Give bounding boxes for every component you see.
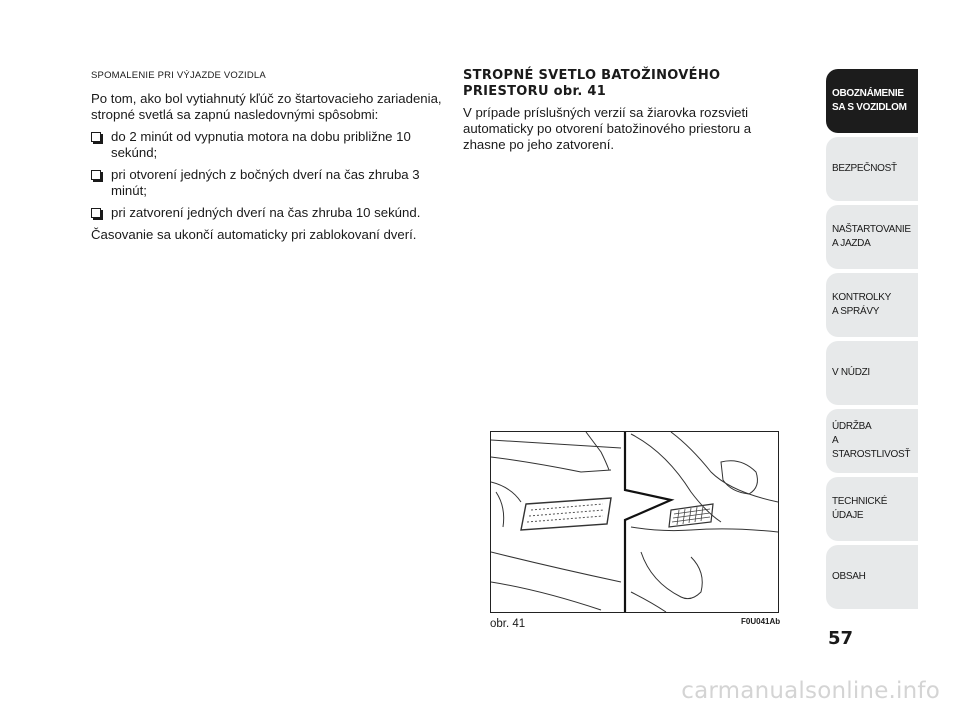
checkbox-bullet-icon (91, 208, 101, 218)
tab-obsah[interactable]: OBSAH (826, 545, 918, 609)
tab-technicke-udaje[interactable]: TECHNICKÉ ÚDAJE (826, 477, 918, 541)
trunk-light-drawing (491, 432, 778, 612)
figure-illustration (490, 431, 779, 613)
tab-nastartovanie[interactable]: NAŠTARTOVANIE A JAZDA (826, 205, 918, 269)
checkbox-bullet-icon (91, 170, 101, 180)
list-item (91, 205, 451, 221)
section-heading: STROPNÉ SVETLO BATOŽINOVÉHO PRIESTORU obr. 41 (463, 68, 721, 99)
tab-udrzba[interactable]: ÚDRŽBA A STAROSTLIVOSŤ (826, 409, 918, 473)
right-column (463, 68, 783, 159)
tab-v-nudzi[interactable]: V NÚDZI (826, 341, 918, 405)
list-item (91, 167, 451, 199)
page-number: 57 (828, 628, 854, 649)
watermark: carmanualsonline.info (681, 678, 940, 704)
figure-code: F0U041Ab (741, 617, 781, 626)
list-item-text: pri zatvorení jedných dverí na čas zhruba 10 sekúnd. (111, 205, 421, 220)
tab-kontrolky[interactable]: KONTROLKY A SPRÁVY (826, 273, 918, 337)
section-title: SPOMALENIE PRI VÝJAZDE VOZIDLA (91, 70, 266, 81)
list-item-text: do 2 minút od vypnutia motora na dobu približne 10 sekúnd; (111, 129, 411, 160)
tab-bezpecnost[interactable]: BEZPEČNOSŤ (826, 137, 918, 201)
list-item-text: pri otvorení jedných z bočných dverí na čas zhruba 3 minút; (111, 167, 420, 198)
figure-caption: obr. 41 (490, 618, 526, 630)
tab-oboznamenie[interactable]: OBOZNÁMENIE SA S VOZIDLOM (826, 69, 918, 133)
chapter-tabs (826, 69, 918, 613)
checkbox-bullet-icon (91, 132, 101, 142)
closing-paragraph: Časovanie sa ukončí automaticky pri zablokovaní dverí. (91, 227, 417, 242)
intro-paragraph: Po tom, ako bol vytiahnutý kľúč zo štartovacieho zariadenia, stropné svetlá sa zapnú nasledovnými spôsobmi: (91, 91, 442, 122)
body-paragraph: V prípade príslušných verzií sa žiarovka rozsvieti automaticky po otvorení batožinového priestoru a zhasne po jeho zatvorení. (463, 105, 752, 152)
list-item (91, 129, 451, 161)
left-column (91, 70, 451, 249)
